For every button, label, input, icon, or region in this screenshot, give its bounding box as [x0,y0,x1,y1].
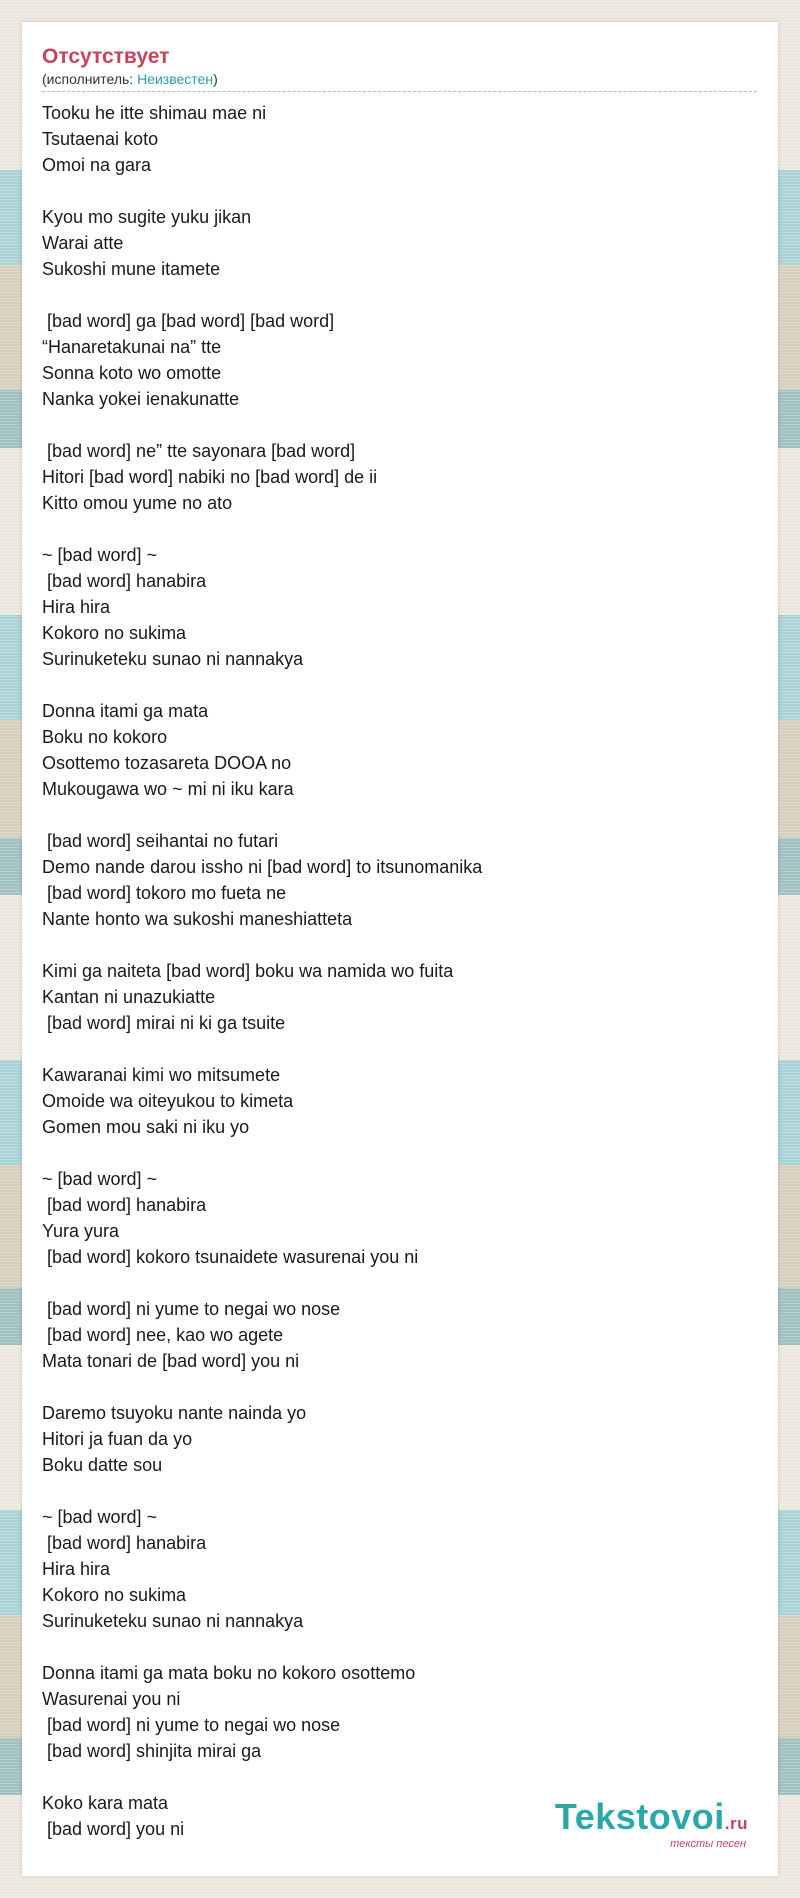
lyric-line: Osottemo tozasareta DOOA no [42,753,292,773]
lyric-line: Kyou mo sugite yuku jikan [42,207,252,227]
lyric-line: Surinuketeku sunao ni nannakya [42,1611,304,1631]
lyric-line: Nanka yokei ienakunatte [42,389,240,409]
lyric-line: Boku datte sou [42,1455,163,1475]
lyric-line [42,178,758,204]
lyric-line [42,1478,758,1504]
lyric-line: [bad word] ne” tte sayonara [bad word] [42,441,356,461]
lyric-line: Tooku he itte shimau mae ni [42,103,267,123]
lyric-line: [bad word] hanabira [42,571,207,591]
lyric-line: [bad word] shinjita mirai ga [42,1741,262,1761]
lyric-line [42,412,758,438]
lyric-line: Mata tonari de [bad word] you ni [42,1351,300,1371]
lyric-line: Donna itami ga mata [42,701,209,721]
lyric-line: Kimi ga naiteta [bad word] boku wa namida wo fuita [42,961,454,981]
lyric-line: Hitori [bad word] nabiki no [bad word] de ii [42,467,378,487]
lyric-line: Wasurenai you ni [42,1689,181,1709]
lyric-line [42,1036,758,1062]
lyric-line: Kawaranai kimi wo mitsumete [42,1065,281,1085]
lyric-line: Yura yura [42,1221,120,1241]
lyric-line: [bad word] nee, kao wo agete [42,1325,284,1345]
lyric-line: “Hanaretakunai na” tte [42,337,222,357]
logo-name: Tekstovoi [554,1796,725,1837]
lyric-line: Surinuketeku sunao ni nannakya [42,649,304,669]
lyric-line [42,1140,758,1166]
lyric-line [42,282,758,308]
lyric-line: ~ [bad word] ~ [42,1169,158,1189]
site-logo[interactable] [554,1796,748,1850]
lyric-line [42,802,758,828]
lyric-line: Omoide wa oiteyukou to kimeta [42,1091,294,1111]
lyric-line [42,1374,758,1400]
lyric-line: Tsutaenai koto [42,129,159,149]
lyric-line [42,1270,758,1296]
lyric-line [42,1634,758,1660]
lyrics-text [42,100,758,1842]
lyric-line: [bad word] you ni [42,1819,185,1839]
lyric-line: [bad word] tokoro mo fueta ne [42,883,287,903]
lyric-line [42,516,758,542]
lyric-line: [bad word] ni yume to negai wo nose [42,1299,341,1319]
lyric-line: Omoi na gara [42,155,152,175]
lyric-line: [bad word] kokoro tsunaidete wasurenai you ni [42,1247,419,1267]
lyric-line: [bad word] seihantai no futari [42,831,279,851]
lyric-line: Demo nande darou issho ni [bad word] to itsunomanika [42,857,483,877]
lyric-line: Hitori ja fuan da yo [42,1429,193,1449]
artist-link[interactable]: Неизвестен [137,71,214,87]
lyric-line: Warai atte [42,233,124,253]
lyric-line: Sonna koto wo omotte [42,363,222,383]
artist-prefix: (исполнитель: [42,71,138,87]
lyric-line: [bad word] hanabira [42,1533,207,1553]
lyric-line: Kokoro no sukima [42,1585,187,1605]
lyric-line: [bad word] ga [bad word] [bad word] [42,311,335,331]
lyric-line: ~ [bad word] ~ [42,1507,158,1527]
lyric-line: Nante honto wa sukoshi maneshiatteta [42,909,353,929]
artist-suffix: ) [213,71,218,87]
lyric-line: Donna itami ga mata boku no kokoro osottemo [42,1663,416,1683]
lyric-line: [bad word] hanabira [42,1195,207,1215]
lyric-line: Kantan ni unazukiatte [42,987,216,1007]
lyric-line: Mukougawa wo ~ mi ni iku kara [42,779,294,799]
lyric-line: Kokoro no sukima [42,623,187,643]
lyric-line: Boku no kokoro [42,727,168,747]
lyric-line: Hira hira [42,1559,111,1579]
lyric-line: Kitto omou yume no ato [42,493,233,513]
lyric-line [42,1764,758,1790]
lyric-line: Koko kara mata [42,1793,169,1813]
lyric-line: Daremo tsuyoku nante nainda yo [42,1403,307,1423]
lyric-line: Gomen mou saki ni iku yo [42,1117,250,1137]
lyrics-card [22,22,778,1876]
lyric-line [42,932,758,958]
logo-tld: .ru [724,1814,748,1833]
lyric-line: [bad word] mirai ni ki ga tsuite [42,1013,286,1033]
song-title: Отсутствует [42,45,170,68]
logo-tagline: тексты песен [670,1838,746,1850]
lyric-line [42,672,758,698]
lyric-line: ~ [bad word] ~ [42,545,158,565]
artist-line [42,70,757,92]
lyric-line: Sukoshi mune itamete [42,259,221,279]
lyric-line: Hira hira [42,597,111,617]
lyric-line: [bad word] ni yume to negai wo nose [42,1715,341,1735]
